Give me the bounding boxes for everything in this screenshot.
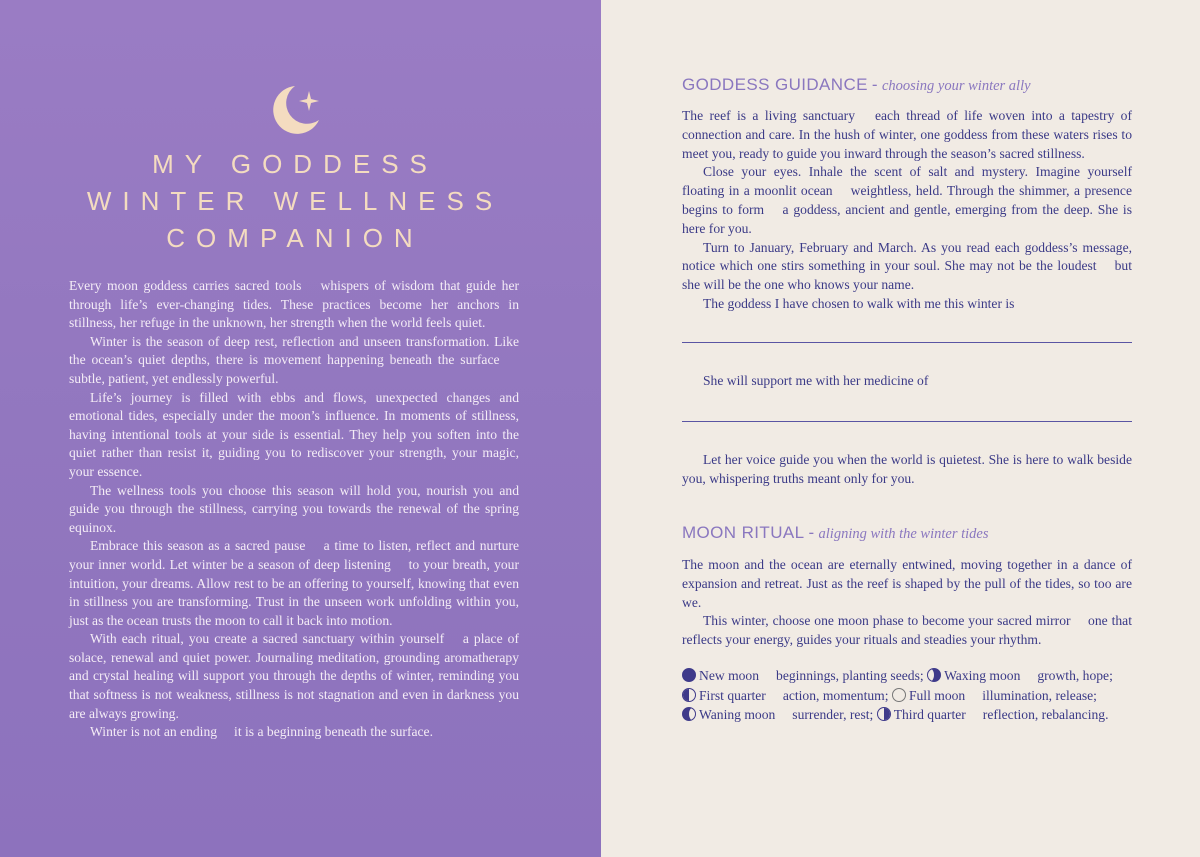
waxing-moon-icon xyxy=(927,668,941,682)
full-moon-icon xyxy=(892,688,906,702)
crescent-moon-star-icon xyxy=(265,80,325,140)
phase-label: Waning moon surrender, rest; xyxy=(699,707,874,722)
paragraph: With each ritual, you create a sacred sanctuary within yourself a place of solace, renewal and quiet power. Journaling meditation, grounding aromatherapy and crystal healing will support you through the depths of winter, reminding you that softness is not weakness, stillness is not stagnation and even in darkness you are always growing. xyxy=(69,631,519,721)
ritual-text xyxy=(682,556,1132,650)
goddess-write-line[interactable] xyxy=(682,342,1132,343)
third-quarter-icon xyxy=(877,707,891,721)
paragraph: Every moon goddess carries sacred tools whispers of wisdom that guide her through life’s ever-changing tides. These practices become her anchors in stillness, her refuge in the unknown, her strength when the world feels quiet. xyxy=(69,278,519,331)
phase-label: Full moon illumination, release; xyxy=(908,687,1097,703)
paragraph: Life’s journey is filled with ebbs and flows, unexpected changes and emotional tides, especially under the moon’s influence. In moments of stillness, having intentional tools at your side is essential. They help you soften into the quiet rather than resist it, guiding you to rediscover your strength, your magic, your essence. xyxy=(69,389,519,479)
paragraph: This winter, choose one moon phase to become your sacred mirror one that reflects your energy, guides your rituals and steadies your rhythm. xyxy=(682,613,1132,648)
waning-moon-icon xyxy=(682,707,696,721)
paragraph: Close your eyes. Inhale the scent of salt and mystery. Imagine yourself floating in a moonlit ocean weightless, held. Through the shimmer, a presence begins to form a goddess, ancient and gentle, emerging from the deep. She is here for you. xyxy=(682,164,1132,236)
paragraph: Embrace this season as a sacred pause a time to listen, reflect and nurture your inner world. Let winter be a season of deep listening to your breath, your intuition, your dreams. Allow rest to be an offering to yourself, knowing that even in stillness you are transforming. Trust in the unseen work unfolding within you, just as the ocean trusts the moon to call it back into motion. xyxy=(69,538,519,628)
first-quarter-icon xyxy=(682,688,696,702)
paragraph: Winter is not an ending it is a beginning beneath the surface. xyxy=(90,724,433,740)
phase-label: First quarter action, momentum; xyxy=(699,687,889,703)
title-line: WINTER WELLNESS xyxy=(86,186,504,216)
subheading: choosing your winter ally xyxy=(881,78,1031,94)
paragraph: Turn to January, February and March. As you read each goddess’s message, notice which one stirs something in your soul. She may not be the loudest but she will be the one who knows your name. xyxy=(682,239,1132,293)
medicine-write-line[interactable] xyxy=(682,421,1132,422)
right-page xyxy=(601,0,1200,857)
phase-label: Third quarter reflection, rebalancing. xyxy=(893,707,1109,722)
moon-ritual-heading xyxy=(682,523,989,543)
heading-dash: - xyxy=(871,75,878,94)
heading-text: GODDESS GUIDANCE xyxy=(682,75,868,94)
new-moon-icon xyxy=(682,668,696,682)
paragraph: She will support me with her medicine of xyxy=(703,373,929,388)
paragraph: Let her voice guide you when the world is quietest. She is here to walk beside you, whispering truths meant only for you. xyxy=(682,452,1132,486)
heading-text: MOON RITUAL xyxy=(682,523,805,542)
title-line: MY GODDESS xyxy=(152,149,438,179)
heading-dash: - xyxy=(808,523,815,542)
medicine-prompt xyxy=(682,372,1132,391)
paragraph: The reef is a living sanctuary each thread of life woven into a tapestry of connection and care. In the hush of winter, one goddess from these waters rises to meet you, ready to guide you inward through the season’s sacred stillness. xyxy=(682,108,1132,161)
title-line: COMPANION xyxy=(166,223,424,253)
subheading: aligning with the winter tides xyxy=(818,526,989,542)
paragraph: The goddess I have chosen to walk with me this winter is xyxy=(703,295,1015,311)
goddess-guidance-heading xyxy=(682,75,1031,95)
closing-text xyxy=(682,451,1132,489)
phase-label: New moon beginnings, planting seeds; xyxy=(699,668,924,683)
paragraph: The moon and the ocean are eternally entwined, moving together in a dance of expansion and retreat. Just as the reef is shaped by the pull of the tides, so too are we. xyxy=(682,557,1132,610)
moon-phase-list xyxy=(682,666,1132,725)
paragraph: The wellness tools you choose this season will hold you, nourish you and guide you through the stillness, carrying you towards the renewal of the spring equinox. xyxy=(69,482,519,535)
intro-text xyxy=(69,277,519,742)
phase-label: Waxing moon growth, hope; xyxy=(944,668,1113,683)
paragraph: Winter is the season of deep rest, reflection and unseen transformation. Like the ocean’s quiet depths, there is movement happening beneath the surface subtle, patient, yet endlessly powerful. xyxy=(69,333,519,386)
guidance-text xyxy=(682,107,1132,314)
page-title xyxy=(60,146,530,257)
